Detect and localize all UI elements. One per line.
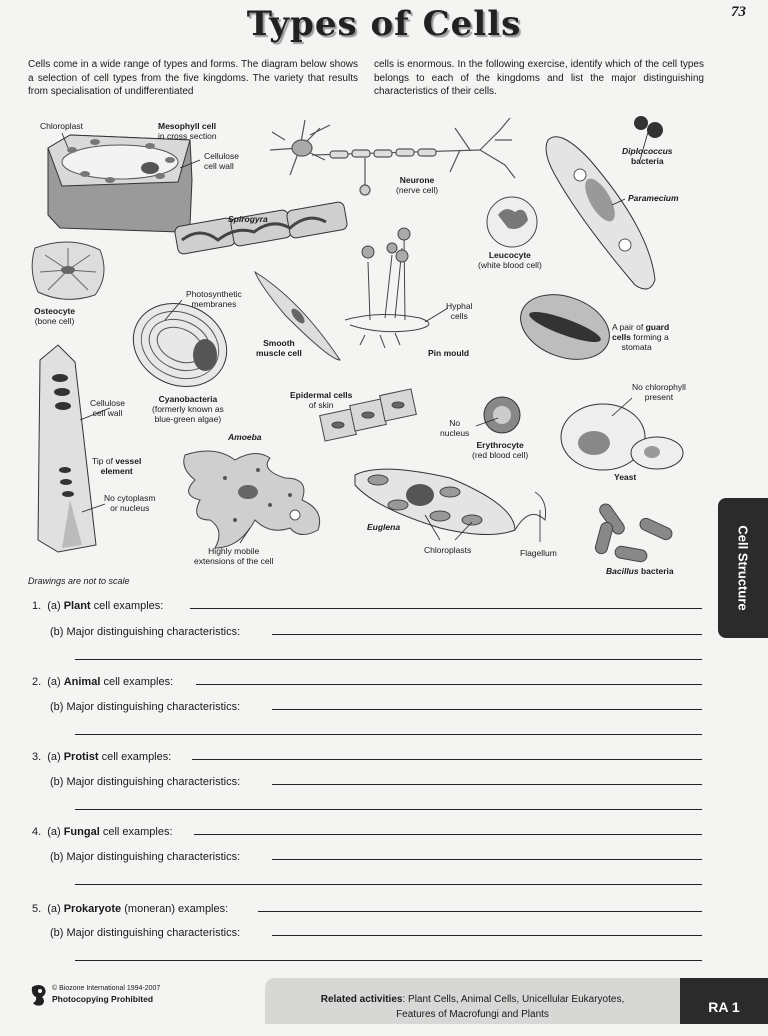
answer-line-3a[interactable] — [192, 759, 702, 760]
answer-line-5a[interactable] — [258, 911, 702, 912]
label-photosynthetic-membranes: Photosynthetic membranes — [186, 289, 242, 309]
amoeba-drawing — [184, 451, 320, 548]
neurone-drawing — [270, 118, 515, 195]
label-paramecium: Paramecium — [628, 193, 679, 203]
footer-copyright: © Biozone International 1994-2007 Photocopying Prohibited — [52, 985, 161, 1004]
bacillus-drawing — [594, 502, 674, 563]
answer-line-1a[interactable] — [190, 608, 702, 609]
page-number: 73 — [731, 4, 746, 20]
label-epidermal: Epidermal cells of skin — [290, 390, 353, 410]
answer-line-2b[interactable] — [272, 709, 702, 710]
question-2a: 2. (a) Animal cell examples: — [32, 676, 174, 688]
label-diplococcus: Diplococcus bacteria — [622, 146, 673, 166]
page-title: Types of Cells — [246, 4, 522, 44]
diplococcus-drawing — [634, 116, 663, 138]
label-pin-mould: Pin mould — [428, 348, 470, 358]
label-leucocyte: Leucocyte (white blood cell) — [478, 250, 542, 270]
question-5a: 5. (a) Prokaryote (moneran) examples: — [32, 903, 229, 915]
answer-line-1b[interactable] — [272, 634, 702, 635]
yeast-drawing — [561, 404, 683, 470]
label-cellulose-wall-2: Cellulose cell wall — [90, 398, 125, 418]
pin-mould-drawing — [345, 228, 429, 348]
question-4a: 4. (a) Fungal cell examples: — [32, 826, 173, 838]
question-1b: (b) Major distinguishing characteristics: — [50, 626, 241, 638]
label-smooth-muscle: Smooth muscle cell — [256, 338, 302, 358]
answer-line-2a[interactable] — [196, 684, 702, 685]
osteocyte-drawing — [32, 242, 104, 299]
related-activities: Related activities: Plant Cells, Animal Cells, Unicellular Eukaryotes, Features of Macrofungi and Plants — [265, 978, 680, 1024]
label-vessel-element: Tip of vessel element — [92, 456, 142, 476]
label-hyphal-cells: Hyphal cells — [446, 301, 473, 321]
question-4b: (b) Major distinguishing characteristics: — [50, 851, 241, 863]
label-cyanobacteria: Cyanobacteria (formerly known as blue-green algae) — [152, 394, 224, 424]
label-no-cytoplasm: No cytoplasm or nucleus — [104, 493, 156, 513]
answer-line-4c[interactable] — [75, 884, 702, 885]
label-flagellum: Flagellum — [520, 548, 557, 558]
mesophyll-cell-drawing — [48, 135, 192, 232]
question-5b: (b) Major distinguishing characteristics: — [50, 927, 241, 939]
label-amoeba: Amoeba — [228, 432, 262, 442]
label-bacillus: Bacillus bacteria — [606, 566, 674, 576]
question-2b: (b) Major distinguishing characteristics: — [50, 701, 241, 713]
label-no-chlorophyll: No chlorophyll present — [632, 382, 686, 402]
answer-line-5c[interactable] — [75, 960, 702, 961]
activity-code: RA 1 — [680, 978, 768, 1024]
label-cellulose-wall-1: Cellulose cell wall — [204, 151, 239, 171]
question-1a: 1. (a) Plant cell examples: — [32, 600, 164, 612]
scale-note: Drawings are not to scale — [28, 576, 130, 586]
answer-line-3c[interactable] — [75, 809, 702, 810]
vessel-element-drawing — [38, 345, 96, 552]
label-chloroplast: Chloroplast — [40, 121, 83, 131]
intro-left: Cells come in a wide range of types and forms. The diagram below shows a selection of cell types from the five kingdoms. The variety that results from specialisation of undifferentiated — [28, 59, 358, 97]
section-tab: Cell Structure — [718, 498, 768, 638]
label-no-nucleus: No nucleus — [440, 418, 470, 438]
question-3a: 3. (a) Protist cell examples: — [32, 751, 172, 763]
label-erythrocyte: Erythrocyte (red blood cell) — [472, 440, 529, 460]
label-chloroplasts: Chloroplasts — [424, 545, 472, 555]
guard-cells-drawing — [512, 283, 619, 371]
label-spirogyra: Spirogyra — [228, 214, 268, 224]
answer-line-3b[interactable] — [272, 784, 702, 785]
label-neurone: Neurone (nerve cell) — [396, 175, 439, 195]
label-yeast: Yeast — [614, 472, 637, 482]
leucocyte-drawing — [487, 197, 537, 247]
answer-line-4b[interactable] — [272, 859, 702, 860]
label-guard-cells: A pair of guard cells forming a stomata — [612, 322, 670, 352]
erythrocyte-drawing — [484, 397, 520, 433]
label-euglena: Euglena — [367, 522, 401, 532]
question-3b: (b) Major distinguishing characteristics: — [50, 776, 241, 788]
intro-right: cells is enormous. In the following exercise, identify which of the cell types belongs to each of the kingdoms and list the major distinguishing characteristics of their cells. — [374, 59, 704, 97]
answer-line-4a[interactable] — [194, 834, 702, 835]
answer-line-1c[interactable] — [75, 659, 702, 660]
spirogyra-drawing — [174, 201, 348, 255]
label-osteocyte: Osteocyte (bone cell) — [34, 306, 76, 326]
answer-line-5b[interactable] — [272, 935, 702, 936]
label-mesophyll: Mesophyll cell in cross section — [158, 121, 217, 141]
answer-line-2c[interactable] — [75, 734, 702, 735]
label-highly-mobile: Highly mobile extensions of the cell — [194, 546, 274, 566]
